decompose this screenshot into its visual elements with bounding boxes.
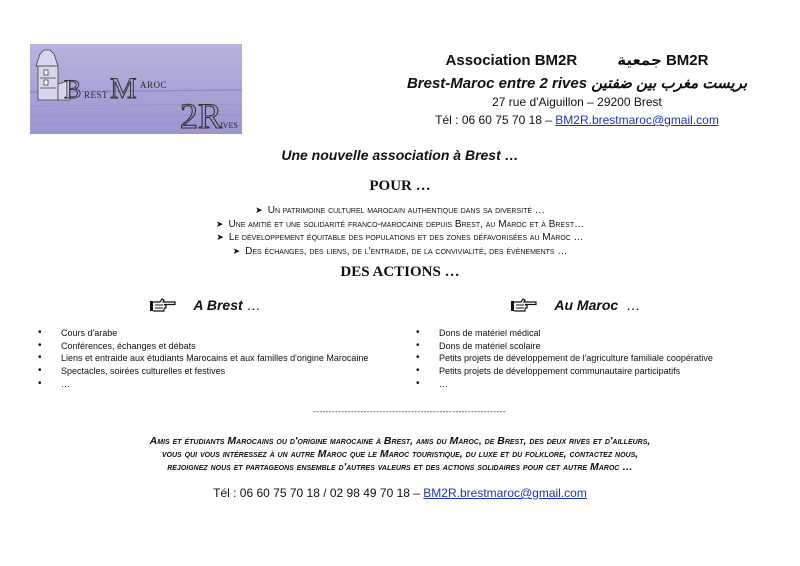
list-item: • Petits projets de développement communautaire participatifs	[416, 365, 713, 378]
logo-b: B	[64, 75, 82, 104]
list-item: • Conférences, échanges et débats	[38, 340, 368, 353]
closing-line: rejoignez nous et partageons ensemble d'autres valeurs et des actions solidaires pour cet autre Maroc …	[167, 461, 633, 473]
arrow-icon: ➤	[232, 245, 241, 256]
tagline: Une nouvelle association à Brest …	[281, 147, 519, 163]
association-title	[392, 51, 762, 69]
maroc-heading-text: Au Maroc	[554, 297, 619, 313]
arrow-icon: ➤	[216, 232, 224, 242]
list-item: • Dons de matériel scolaire	[416, 340, 713, 353]
divider: -------------------------------------------------------------	[313, 407, 507, 416]
list-item: • Cours d'arabe	[38, 327, 368, 340]
maroc-heading	[511, 297, 640, 313]
pour-item: ➤ Des échanges, des liens, de l'entraide, de la convivialité, des évènements …	[232, 245, 568, 257]
actions-heading: DES ACTIONS …	[340, 264, 460, 280]
logo-rest: REST	[84, 90, 109, 100]
pour-heading: POUR …	[369, 178, 431, 194]
pour-item: ➤ Un patrimoine culturel marocain authentique dans sa diversité …	[255, 205, 545, 216]
logo-ives: IVES	[220, 121, 238, 130]
pour-list	[0, 204, 800, 258]
association-logo	[30, 44, 242, 134]
header-phone: Tél : 06 60 75 70 18 –	[435, 113, 556, 127]
subtitle-arabic: بريست مغرب بين ضفتين	[591, 75, 748, 92]
arrow-icon: ➤	[215, 218, 224, 229]
closing-line: Amis et étudiants Marocains ou d'origine marocaine à Brest, amis du Maroc, de Brest, des deux rives et d'ailleurs,	[149, 435, 651, 447]
logo-aroc: AROC	[140, 80, 168, 90]
maroc-actions-list	[416, 327, 713, 391]
list-item: • Petits projets de développement de l'agriculture familiale coopérative	[416, 352, 713, 365]
header-contact	[392, 113, 762, 127]
brest-heading-ellipsis: …	[246, 297, 261, 313]
association-subtitle	[392, 74, 762, 92]
list-item: • Spectacles, soirées culturelles et festives	[38, 365, 368, 378]
list-item: • Liens et entraide aux étudiants Marocains et aux familles d'origine Marocaine	[38, 352, 368, 365]
closing-message	[0, 435, 800, 474]
pour-item: ➤ Le développement équitable des populations et des zones défavorisées au Maroc …	[216, 232, 584, 243]
footer-contact	[0, 486, 800, 500]
list-item: • …	[38, 378, 368, 391]
list-item: • Dons de matériel médical	[416, 327, 713, 340]
list-item: • …	[416, 378, 713, 391]
pointing-hand-icon	[511, 298, 537, 312]
subtitle-french: Brest-Maroc entre 2 rives	[406, 75, 588, 92]
header-email-link[interactable]: BM2R.brestmaroc@gmail.com	[555, 113, 719, 127]
logo-2r: 2R	[180, 96, 223, 134]
pointing-hand-icon	[150, 298, 176, 312]
arrow-icon: ➤	[255, 205, 263, 215]
closing-line: vous qui vous intéressez à un autre Maroc que le Maroc touristique, du luxe et du folklore, contactez nous,	[161, 448, 639, 460]
maroc-heading-ellipsis: …	[625, 297, 640, 313]
association-label: Association BM2R	[445, 52, 578, 69]
pour-item: ➤ Une amitié et une solidarité franco-marocaine depuis Brest, au Maroc et à Brest…	[215, 218, 585, 230]
brest-heading-text: A Brest	[193, 297, 243, 313]
footer-phones: Tél : 06 60 75 70 18 / 02 98 49 70 18 –	[213, 486, 424, 500]
arabic-name: BM2R جمعية	[617, 52, 709, 69]
footer-email-link[interactable]: BM2R.brestmaroc@gmail.com	[423, 486, 587, 500]
address: 27 rue d'Aiguillon – 29200 Brest	[492, 95, 662, 109]
logo-m: M	[110, 72, 137, 105]
brest-heading	[150, 297, 261, 313]
brest-actions-list	[38, 327, 368, 391]
